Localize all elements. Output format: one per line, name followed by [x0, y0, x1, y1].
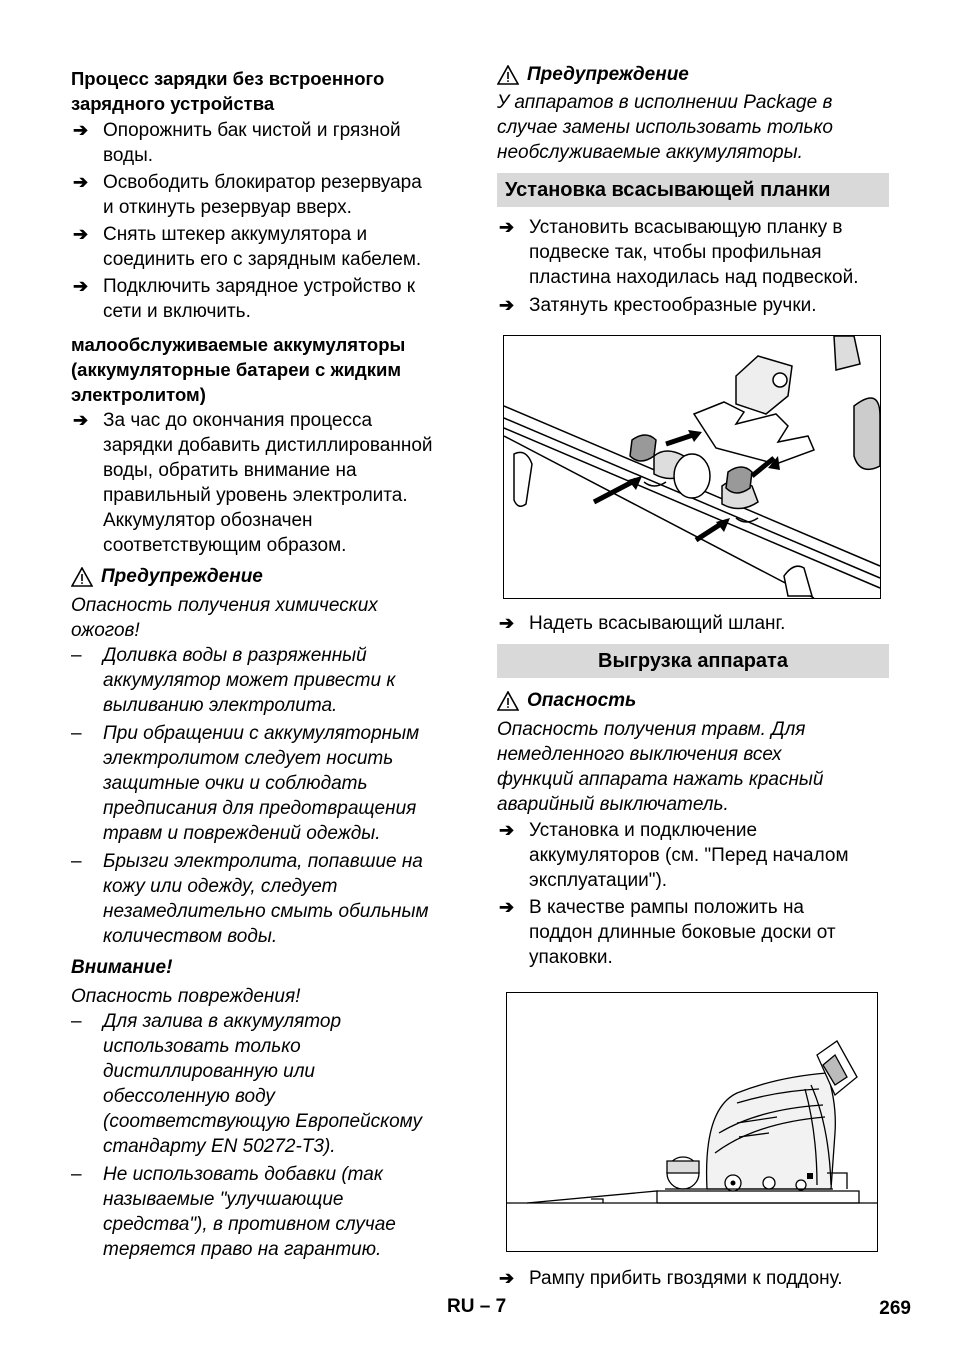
charging-steps [71, 118, 459, 324]
lowmaint-title: малообслуживаемые аккумуляторы (аккумуляторные батареи с жидким электролитом) [71, 334, 406, 405]
list-item: – Для залива в аккумулятор использовать только дистиллированную или обессоленную воду (соответствующую Европейскому стандарту EN 50272-T3). [71, 1011, 422, 1157]
section-heading: Установка всасывающей планки [497, 173, 889, 207]
arrow-icon: ➔ [73, 276, 89, 296]
list-item: – Доливка воды в разряженный аккумулятор может привести к выливанию электролита. [71, 645, 396, 716]
warning-icon [497, 65, 519, 85]
right-column [497, 62, 889, 1291]
list-item: ➔ Подключить зарядное устройство к сети и включить. [73, 276, 416, 322]
charging-title: Процесс зарядки без встроенного зарядного устройства [71, 68, 385, 114]
danger-text: Опасность получения травм. Для немедленного выключения всех функций аппарата нажать красный аварийный выключатель. [497, 719, 824, 815]
warning-heading: Предупреждение [71, 564, 459, 589]
list-item: – Не использовать добавки (так называемые "улучшающие средства"), в противном случае теряется право на гарантию. [71, 1164, 396, 1260]
list-item: ➔ Снять штекер аккумулятора и соединить его с зарядным кабелем. [73, 224, 422, 270]
left-column [71, 62, 459, 1262]
dash-mark: – [71, 645, 82, 666]
dash-mark: – [71, 851, 82, 872]
arrow-icon: ➔ [73, 120, 89, 140]
list-item: ➔ Опорожнить бак чистой и грязной воды. [73, 120, 401, 166]
attention-heading: Внимание! [71, 957, 173, 978]
warning-icon [71, 567, 93, 587]
dash-mark: – [71, 1011, 82, 1032]
warning-text: У аппаратов в исполнении Package в случае замены использовать только необслуживаемые аккумуляторы. [497, 92, 833, 163]
list-item: ➔ Освободить блокиратор резервуара и откинуть резервуар вверх. [73, 172, 422, 218]
dash-mark: – [71, 723, 82, 744]
list-item: ➔ Надеть всасывающий шланг. [499, 613, 786, 634]
machine-on-ramp-drawing [507, 993, 877, 1251]
list-item: ➔ Рампу прибить гвоздями к поддону. [499, 1268, 843, 1289]
list-item: ➔ Установить всасывающую планку в подвеске так, чтобы профильная пластина находилась над подвеской. [499, 217, 859, 288]
arrow-icon: ➔ [499, 820, 515, 840]
arrow-icon: ➔ [73, 172, 89, 192]
arrow-icon: ➔ [73, 410, 89, 430]
squeegee-drawing [504, 336, 880, 598]
arrow-icon: ➔ [73, 224, 89, 244]
list-item: ➔ Затянуть крестообразные ручки. [499, 295, 817, 316]
list-item: – Брызги электролита, попавшие на кожу или одежду, следует незамедлительно смыть обильным количеством воды. [71, 851, 429, 947]
warning-icon [497, 691, 519, 711]
warning-heading: Предупреждение [497, 62, 889, 87]
squeegee-illustration [503, 335, 881, 599]
arrow-icon: ➔ [499, 613, 515, 633]
page-number: 269 [879, 1298, 911, 1319]
list-item: – При обращении с аккумуляторным электролитом следует носить защитные очки и соблюдать предписания для предотвращения травм и повреждений одежды. [71, 723, 420, 844]
warning-text: Опасность получения химических ожогов! [71, 595, 378, 641]
arrow-icon: ➔ [499, 295, 515, 315]
arrow-icon: ➔ [499, 897, 515, 917]
unloading-illustration [506, 992, 878, 1252]
attention-text: Опасность повреждения! [71, 986, 301, 1007]
list-item: ➔ В качестве рампы положить на поддон длинные боковые доски от упаковки. [499, 897, 836, 968]
footer-label: RU – 7 [447, 1296, 507, 1317]
dash-mark: – [71, 1164, 82, 1185]
section-heading: Выгрузка аппарата [497, 644, 889, 678]
danger-heading: Опасность [497, 688, 889, 713]
list-item: ➔ Установка и подключение аккумуляторов (см. "Перед началом эксплуатации"). [499, 820, 849, 891]
arrow-icon: ➔ [499, 217, 515, 237]
arrow-icon: ➔ [499, 1268, 515, 1288]
list-item: ➔ За час до окончания процесса зарядки добавить дистиллированной воды, обратить внимание на правильный уровень электролита. Аккумулятор обозначен соответствующим образом. [73, 410, 433, 556]
